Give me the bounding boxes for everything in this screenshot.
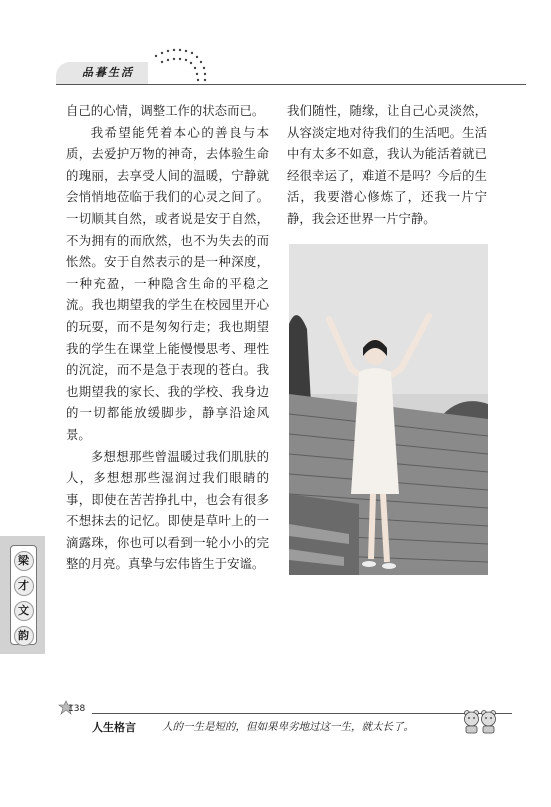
left-text-column bbox=[66, 100, 269, 575]
bear-mascots-icon bbox=[462, 708, 498, 734]
photo-illustration bbox=[289, 244, 488, 575]
paragraph: 我们随性，随缘，让自己心灵淡然，从容淡定地对待我们的生活吧。生活中有太多不如意，我认为能活着就已经很幸运了，难道不是吗？今后的生活，我要潜心修炼了，还我一片宁静，我会还世界一片宁静。 bbox=[287, 103, 487, 226]
footer-divider bbox=[92, 713, 512, 714]
section-title: 品暮生活 bbox=[56, 62, 148, 84]
paragraph: 自己的心情，调整工作的状态而已。 bbox=[66, 103, 265, 118]
motto-text: 人的一生是短的，但如果卑劣地过这一生，就太长了。 bbox=[162, 721, 414, 733]
right-text-column bbox=[287, 100, 487, 230]
paragraph: 多想想那些曾温暖过我们肌肤的人，多想想那些湿润过我们眼睛的事，即使在苦苦挣扎中，也会有很多不想抹去的记忆。即使是草叶上的一滴露珠，你也可以看到一轮小小的完整的月亮。真挚与宏伟皆生于安谧。 bbox=[66, 448, 269, 572]
page-number: 138 bbox=[68, 704, 86, 714]
header-divider bbox=[56, 84, 526, 85]
side-tab-label bbox=[10, 545, 37, 645]
side-tab-char: 才 bbox=[14, 576, 34, 596]
header-dots-decoration bbox=[150, 44, 210, 88]
side-tab-char: 韵 bbox=[14, 626, 34, 646]
side-tab-char: 梁 bbox=[14, 551, 34, 571]
motto-label: 人生格言 bbox=[92, 721, 136, 734]
paragraph: 我希望能凭着本心的善良与本质，去爱护万物的神奇，去体验生命的瑰丽，去享受人间的温暖，宁静就会悄悄地莅临于我们的心灵之间了。一切顺其自然，或者说是安于自然，不为拥有的而欣然，也不为失去的而怅然。安于自然表示的是一种深度，一种充盈，一种隐含生命的平稳之流。我也期望我的学生在校园里开心的玩耍，而不是匆匆行走；我也期望我的学生在课堂上能慢慢思考、理性的沉淀，而不是急于表现的苍白。我也期望我的家长、我的学校、我身边的一切都能放缓脚步，静享沿途风景。 bbox=[66, 124, 269, 442]
photo-woman-great-wall bbox=[289, 244, 488, 575]
side-tab-char: 文 bbox=[14, 601, 34, 621]
